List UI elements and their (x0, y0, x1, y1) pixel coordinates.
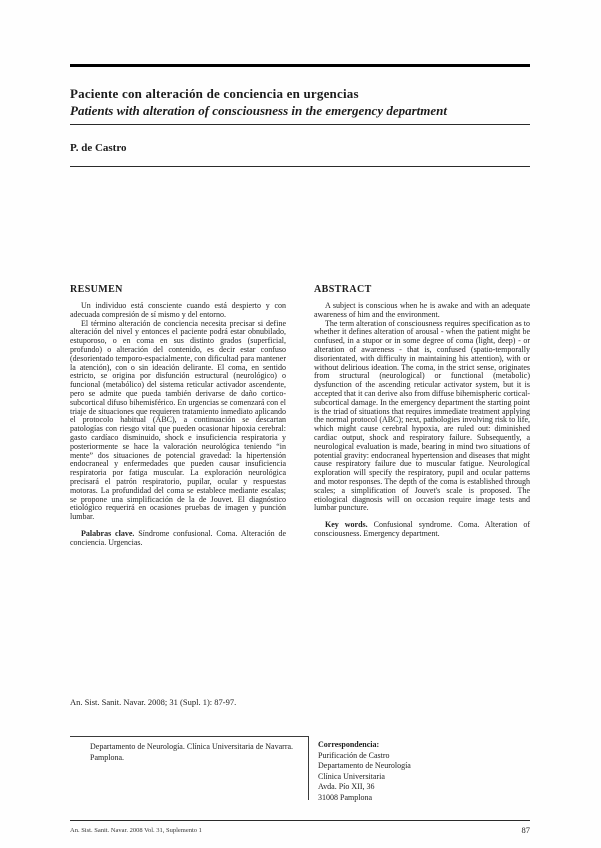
resumen-heading: RESUMEN (70, 284, 123, 295)
palabras-clave-label: Palabras clave. (81, 528, 135, 538)
author-divider (70, 166, 530, 167)
key-words-text: Confusional syndrome. Coma. Alteration of consciousness. Emergency department. (314, 520, 530, 538)
footnote-rule (70, 736, 308, 737)
correspondence-heading: Correspondencia: (318, 740, 380, 749)
correspondence-line: 31008 Pamplona (318, 792, 372, 802)
affiliation-text: Departamento de Neurología. Clínica Universitaria de Navarra. Pamplona. (90, 742, 294, 762)
footnote-vertical-divider (308, 736, 309, 800)
key-words-label: Key words. (325, 520, 368, 530)
abstract-section (314, 284, 530, 548)
abstract-columns (70, 284, 530, 548)
top-rule (70, 64, 530, 67)
abstract-heading: ABSTRACT (314, 284, 372, 295)
key-words (314, 521, 530, 539)
author-name: P. de Castro (70, 142, 127, 154)
title-english: Patients with alteration of consciousness in the emergency department (70, 103, 448, 118)
correspondence-line: Departamento de Neurología (318, 761, 411, 770)
journal-footer-line: An. Sist. Sanit. Navar. 2008 Vol. 31, Suplemento 1 (70, 827, 202, 834)
resumen-paragraph: Un individuo está consciente cuando está despierto y con adecuada compresión de sí mismo y del entorno. (70, 301, 286, 319)
bottom-rule (70, 820, 530, 821)
abstract-paragraph: The term alteration of consciousness requires specification as to whether it defines alteration of arousal - when the patient might be confused, in a stupor or in some degree of coma (light, deep) - or alteration of awareness - that is, confused (spatio-temporally disorientated, with difficulty in maintaining his attention), with or without delirious ideation. The coma, in the strict sense, originates from structural (neurological) or functional (metabolic) dysfunction of the ascending reticular activator system, but it is accepted that it can derive also from diffuse bihemispheric cortical-subcortical damage. In the emergency department the starting point is the triad of situations that requires immediate treatment applying the normal protocol (ABC); next, pathologies involving risk to life, which might cause cerebral hypoxia, are ruled out: diminished cardiac output, shock and respiratory failure. Subsequently, a neurological evaluation is made, bearing in mind two situations of potential gravity: endocraneal hypertension and diseases that might cause respiratory failure due to muscular fatigue. Neurological exploration will specify the respiratory, pupil and ocular patterns and motor responses. The depth of the coma is established through scales; a simplification of Jouvet's scale is proposed. The etiological diagnosis will on occasion require image tests and lumbar puncture. (314, 318, 530, 513)
resumen-paragraph: El término alteración de conciencia necesita precisar si define alteración del nivel y entonces el paciente podrá estar obnubilado, estuporoso, o en coma en sus distinto grados (superficial, profundo) o alteración del contenido, es decir estar confuso (desorientado temporo-espacialmente, con dificultad para mantener la atención), con o sin ideación delirante. El coma, en sentido estricto, se origina por disfunción estructural (neurológico) o funcional (metabólico) del sistema reticular activador ascendente, pero se admite que pueda también derivarse de daño cortico-subcortical difuso bihemisférico. En urgencias se comenzará con el triaje de situaciones que requieren tratamiento inmediato aplicando el protocolo habitual (ABC), a continuación se descartan patologías con riesgo vital que pueden ocasionar hipoxia cerebral: gasto cardíaco disminuido, shock e insuficiencia respiratoria y posteriormente se hace la valoración neurológica teniendo “in mente” dos situaciones de potencial gravedad: la hipertensión endocraneal y enfermedades que pueden causar insuficiencia respiratoria por fatiga muscular. La exploración neurológica precisará el patrón respiratorio, pupilar, ocular y respuestas motoras. La profundidad del coma se establece mediante escalas; se propone una simplificación de la de Jouvet. El diagnóstico etiológico requerirá en ocasiones pruebas de imagen y punción lumbar. (70, 318, 286, 522)
abstract-paragraph: A subject is conscious when he is awake and with an adequate awareness of him and the environment. (314, 301, 530, 319)
bottom-bar (70, 825, 530, 835)
correspondence-line: Avda. Pío XII, 36 (318, 782, 375, 791)
palabras-clave (70, 530, 286, 548)
palabras-clave-text: Síndrome confusional. Coma. Alteración de conciencia. Urgencias. (70, 528, 287, 547)
page-number: 87 (521, 825, 530, 835)
resumen-section (70, 284, 286, 548)
correspondence-line: Clínica Universitaria (318, 771, 385, 781)
correspondence-block (318, 740, 518, 803)
correspondence-line: Purificación de Castro (318, 750, 390, 760)
title-divider (70, 124, 530, 125)
citation-line: An. Sist. Sanit. Navar. 2008; 31 (Supl. 1): 87-97. (70, 697, 237, 707)
title-spanish: Paciente con alteración de conciencia en urgencias (70, 86, 359, 101)
